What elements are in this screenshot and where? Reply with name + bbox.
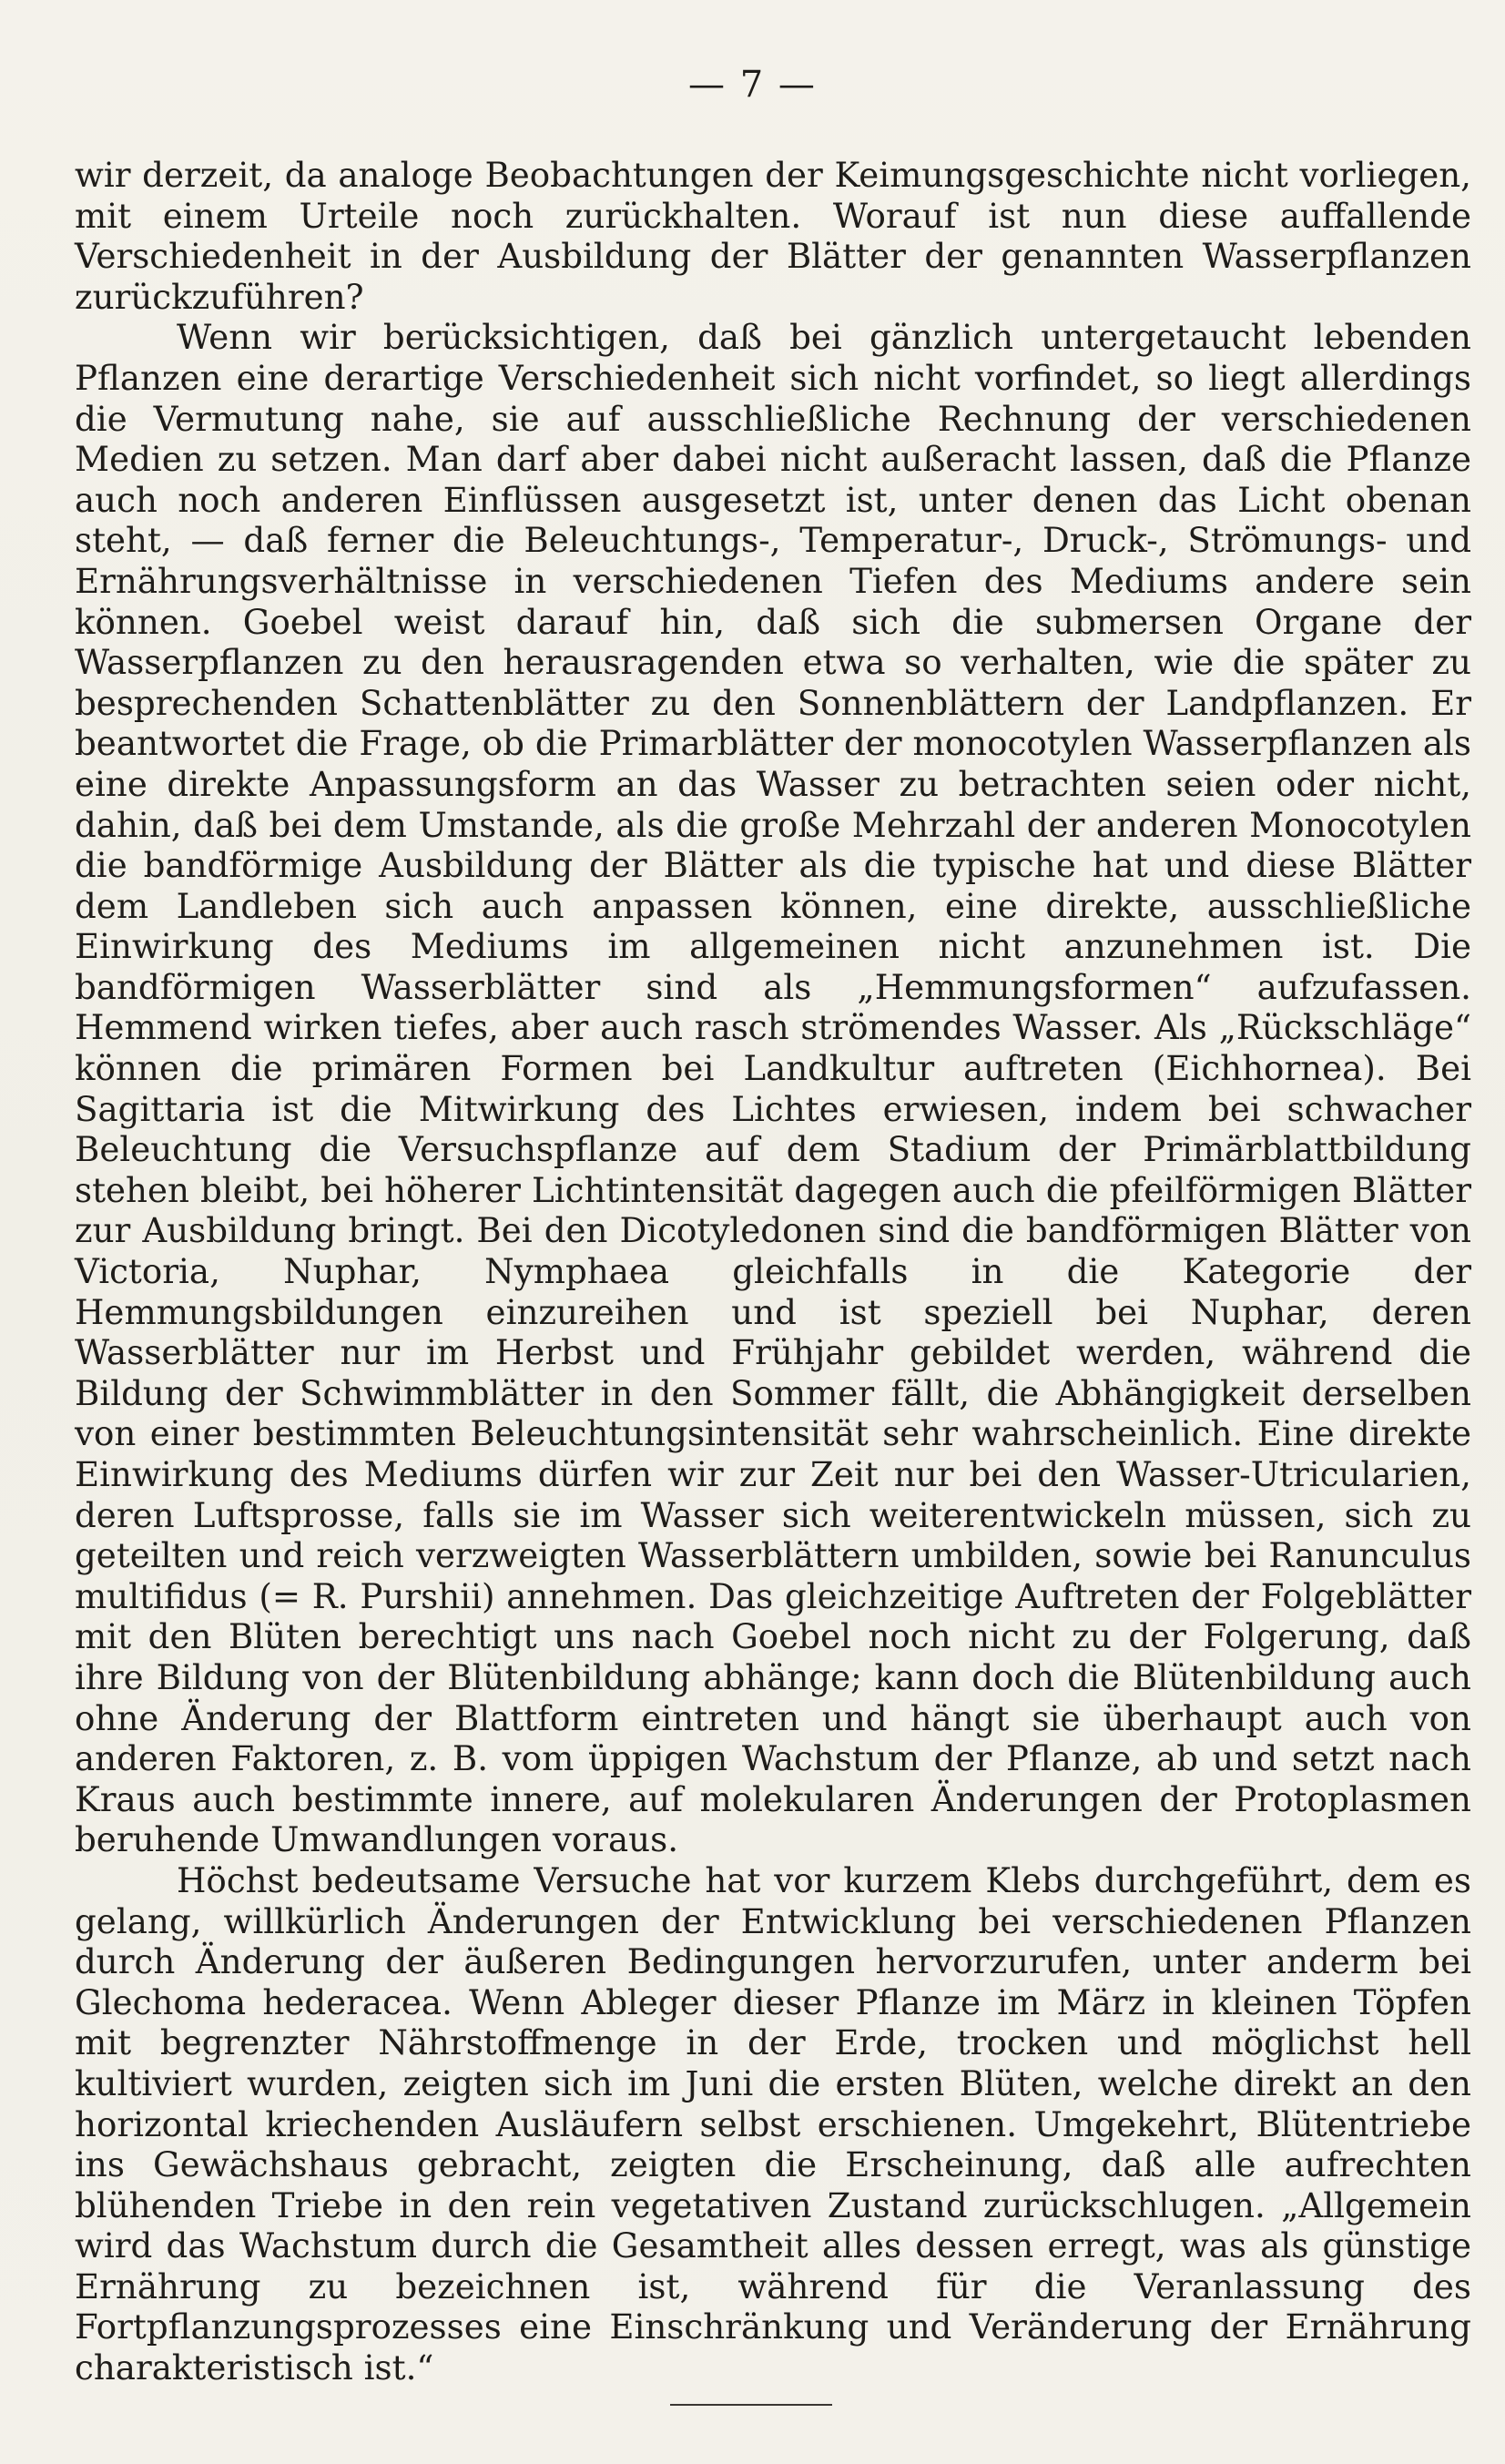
section-end-rule [670,2404,832,2406]
body-text [75,155,1471,2388]
paragraph-klebs-experiments: Höchst bedeutsame Versuche hat vor kurzem Klebs durchgeführt, dem es gelang, willkürlich Änderungen der Entwicklung bei verschiedenen Pflanzen durch Änderung der äußeren Bedingungen hervorzurufen, unter anderm bei Glechoma hederacea. Wenn Ableger dieser Pflanze im März in kleinen Töpfen mit begrenzter Nährstoffmenge in der Erde, trocken und möglichst hell kultiviert wurden, zeigten sich im Juni die ersten Blüten, welche direkt an den horizontal kriechenden Ausläufern selbst erschienen. Umgekehrt, Blütentriebe ins Gewächshaus gebracht, zeigten die Erscheinung, daß alle aufrechten blühenden Triebe in den rein vegetativen Zustand zurückschlugen. „Allgemein wird das Wachstum durch die Gesamtheit alles dessen erregt, was als günstige Ernährung zu bezeichnen ist, während für die Veranlassung des Fortpflanzungsprozesses eine Einschränkung und Veränderung der Ernährung charakteristisch ist.“ [75,1859,1471,2388]
paragraph-continuation: wir derzeit, da analoge Beobachtungen der Keimungsgeschichte nicht vorliegen, mit einem Urteile noch zurückhalten. Worauf ist nun diese auffallende Verschiedenheit in der Ausbildung der Blätter der genannten Wasserpflanzen zurückzuführen? [75,155,1471,317]
paragraph-media-influence: Wenn wir berücksichtigen, daß bei gänzlich untergetaucht lebenden Pflanzen eine derartige Verschiedenheit sich nicht vorfindet, so liegt allerdings die Vermutung nahe, sie auf ausschließliche Rechnung der verschiedenen Medien zu setzen. Man darf aber dabei nicht außeracht lassen, daß die Pflanze auch noch anderen Einflüssen ausgesetzt ist, unter denen das Licht obenan steht, — daß ferner die Beleuchtungs-, Temperatur-, Druck-, Strömungs- und Ernährungsverhältnisse in verschiedenen Tiefen des Mediums andere sein können. Goebel weist darauf hin, daß sich die submersen Organe der Wasserpflanzen zu den herausragenden etwa so verhalten, wie die später zu besprechenden Schattenblätter zu den Sonnenblättern der Landpflanzen. Er beantwortet die Frage, ob die Primarblätter der monocotylen Wasserpflanzen als eine direkte Anpassungsform an das Wasser zu betrachten seien oder nicht, dahin, daß bei dem Umstande, als die große Mehrzahl der anderen Monocotylen die bandförmige Ausbildung der Blätter als die typische hat und diese Blätter dem Landleben sich auch anpassen können, eine direkte, ausschließliche Einwirkung des Mediums im allgemeinen nicht anzunehmen ist. Die bandförmigen Wasserblätter sind als „Hemmungsformen“ aufzufassen. Hemmend wirken tiefes, aber auch rasch strömendes Wasser. Als „Rückschläge“ können die primären Formen bei Landkultur auftreten (Eichhornea). Bei Sagittaria ist die Mitwirkung des Lichtes erwiesen, indem bei schwacher Beleuchtung die Versuchspflanze auf dem Stadium der Primärblattbildung stehen bleibt, bei höherer Lichtintensität dagegen auch die pfeilförmigen Blätter zur Ausbildung bringt. Bei den Dicotyledonen sind die bandförmigen Blätter von Victoria, Nuphar, Nymphaea gleichfalls in die Kategorie der Hemmungsbildungen einzureihen und ist speziell bei Nuphar, deren Wasserblätter nur im Herbst und Frühjahr gebildet werden, während die Bildung der Schwimmblätter in den Sommer fällt, die Abhängigkeit derselben von einer bestimmten Beleuchtungsintensität sehr wahrscheinlich. Eine direkte Einwirkung des Mediums dürfen wir zur Zeit nur bei den Wasser-Utricularien, deren Luftsprosse, falls sie im Wasser sich weiterentwickeln müssen, sich zu geteilten und reich verzweigten Wasserblättern umbilden, sowie bei Ranunculus multifidus (= R. Purshii) annehmen. Das gleichzeitige Auftreten der Folgeblätter mit den Blüten berechtigt uns nach Goebel noch nicht zu der Folgerung, daß ihre Bildung von der Blütenbildung abhänge; kann doch die Blütenbildung auch ohne Änderung der Blattform eintreten und hängt sie überhaupt auch von anderen Faktoren, z. B. vom üppigen Wachstum der Pflanze, ab und setzt nach Kraus auch bestimmte innere, auf molekularen Änderungen der Protoplasmen beruhende Umwandlungen voraus. [75,317,1471,1860]
page-number: — 7 — [688,64,817,106]
